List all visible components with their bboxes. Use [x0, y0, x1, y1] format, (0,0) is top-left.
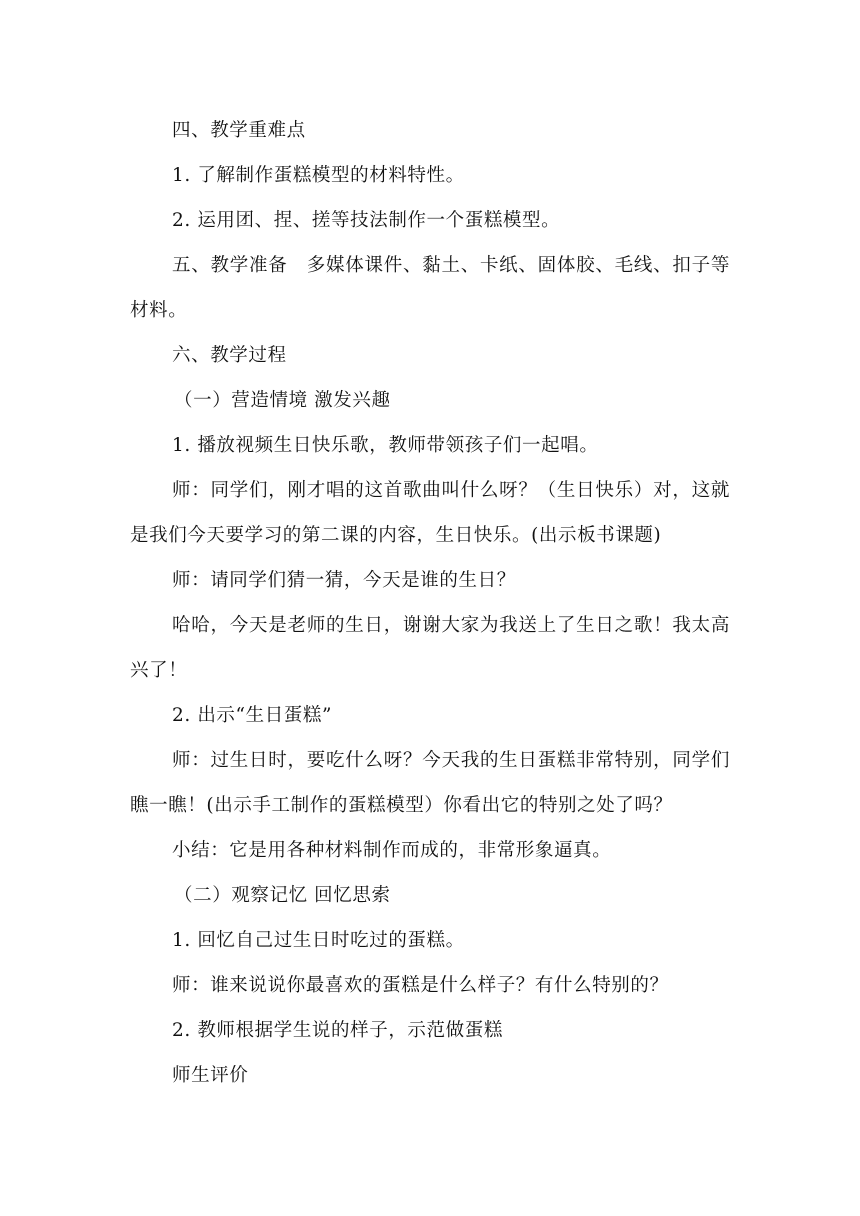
subsection-heading: （二）观察记忆 回忆思索: [174, 885, 391, 906]
dialogue-paragraph: 师：过生日时，要吃什么呀？今天我的生日蛋糕非常特别，同学们瞧一瞧！(出示手工制作的蛋糕模型）你看出它的特别之处了吗？: [130, 750, 730, 816]
dialogue-paragraph: 师：请同学们猜一猜，今天是谁的生日？: [172, 570, 516, 591]
evaluation-paragraph: 师生评价: [172, 1065, 249, 1086]
section-heading-difficulties: 四、教学重难点: [172, 120, 306, 141]
list-item: 1. 回忆自己过生日时吃过的蛋糕。: [172, 930, 465, 951]
dialogue-paragraph: 师：谁来说说你最喜欢的蛋糕是什么样子？有什么特别的？: [172, 975, 669, 996]
list-item: 1. 了解制作蛋糕模型的材料特性。: [172, 165, 465, 186]
list-item: 2. 运用团、捏、搓等技法制作一个蛋糕模型。: [172, 210, 561, 231]
dialogue-paragraph: 师：同学们，刚才唱的这首歌曲叫什么呀？（生日快乐）对，这就是我们今天要学习的第二课的内容，生日快乐。(出示板书课题): [130, 480, 730, 546]
list-item: 2. 出示“生日蛋糕”: [172, 705, 333, 726]
subsection-heading: （一）营造情境 激发兴趣: [174, 390, 391, 411]
dialogue-paragraph: 哈哈，今天是老师的生日，谢谢大家为我送上了生日之歌！我太高兴了！: [130, 615, 730, 681]
section-heading-process: 六、教学过程: [172, 345, 287, 366]
summary-paragraph: 小结：它是用各种材料制作而成的，非常形象逼真。: [172, 840, 612, 861]
section-heading-preparation: 五、教学准备 多媒体课件、黏土、卡纸、固体胶、毛线、扣子等材料。: [130, 255, 730, 321]
document-body: [130, 108, 730, 1098]
list-item: 1. 播放视频生日快乐歌，教师带领孩子们一起唱。: [172, 435, 599, 456]
list-item: 2. 教师根据学生说的样子，示范做蛋糕: [172, 1020, 503, 1041]
